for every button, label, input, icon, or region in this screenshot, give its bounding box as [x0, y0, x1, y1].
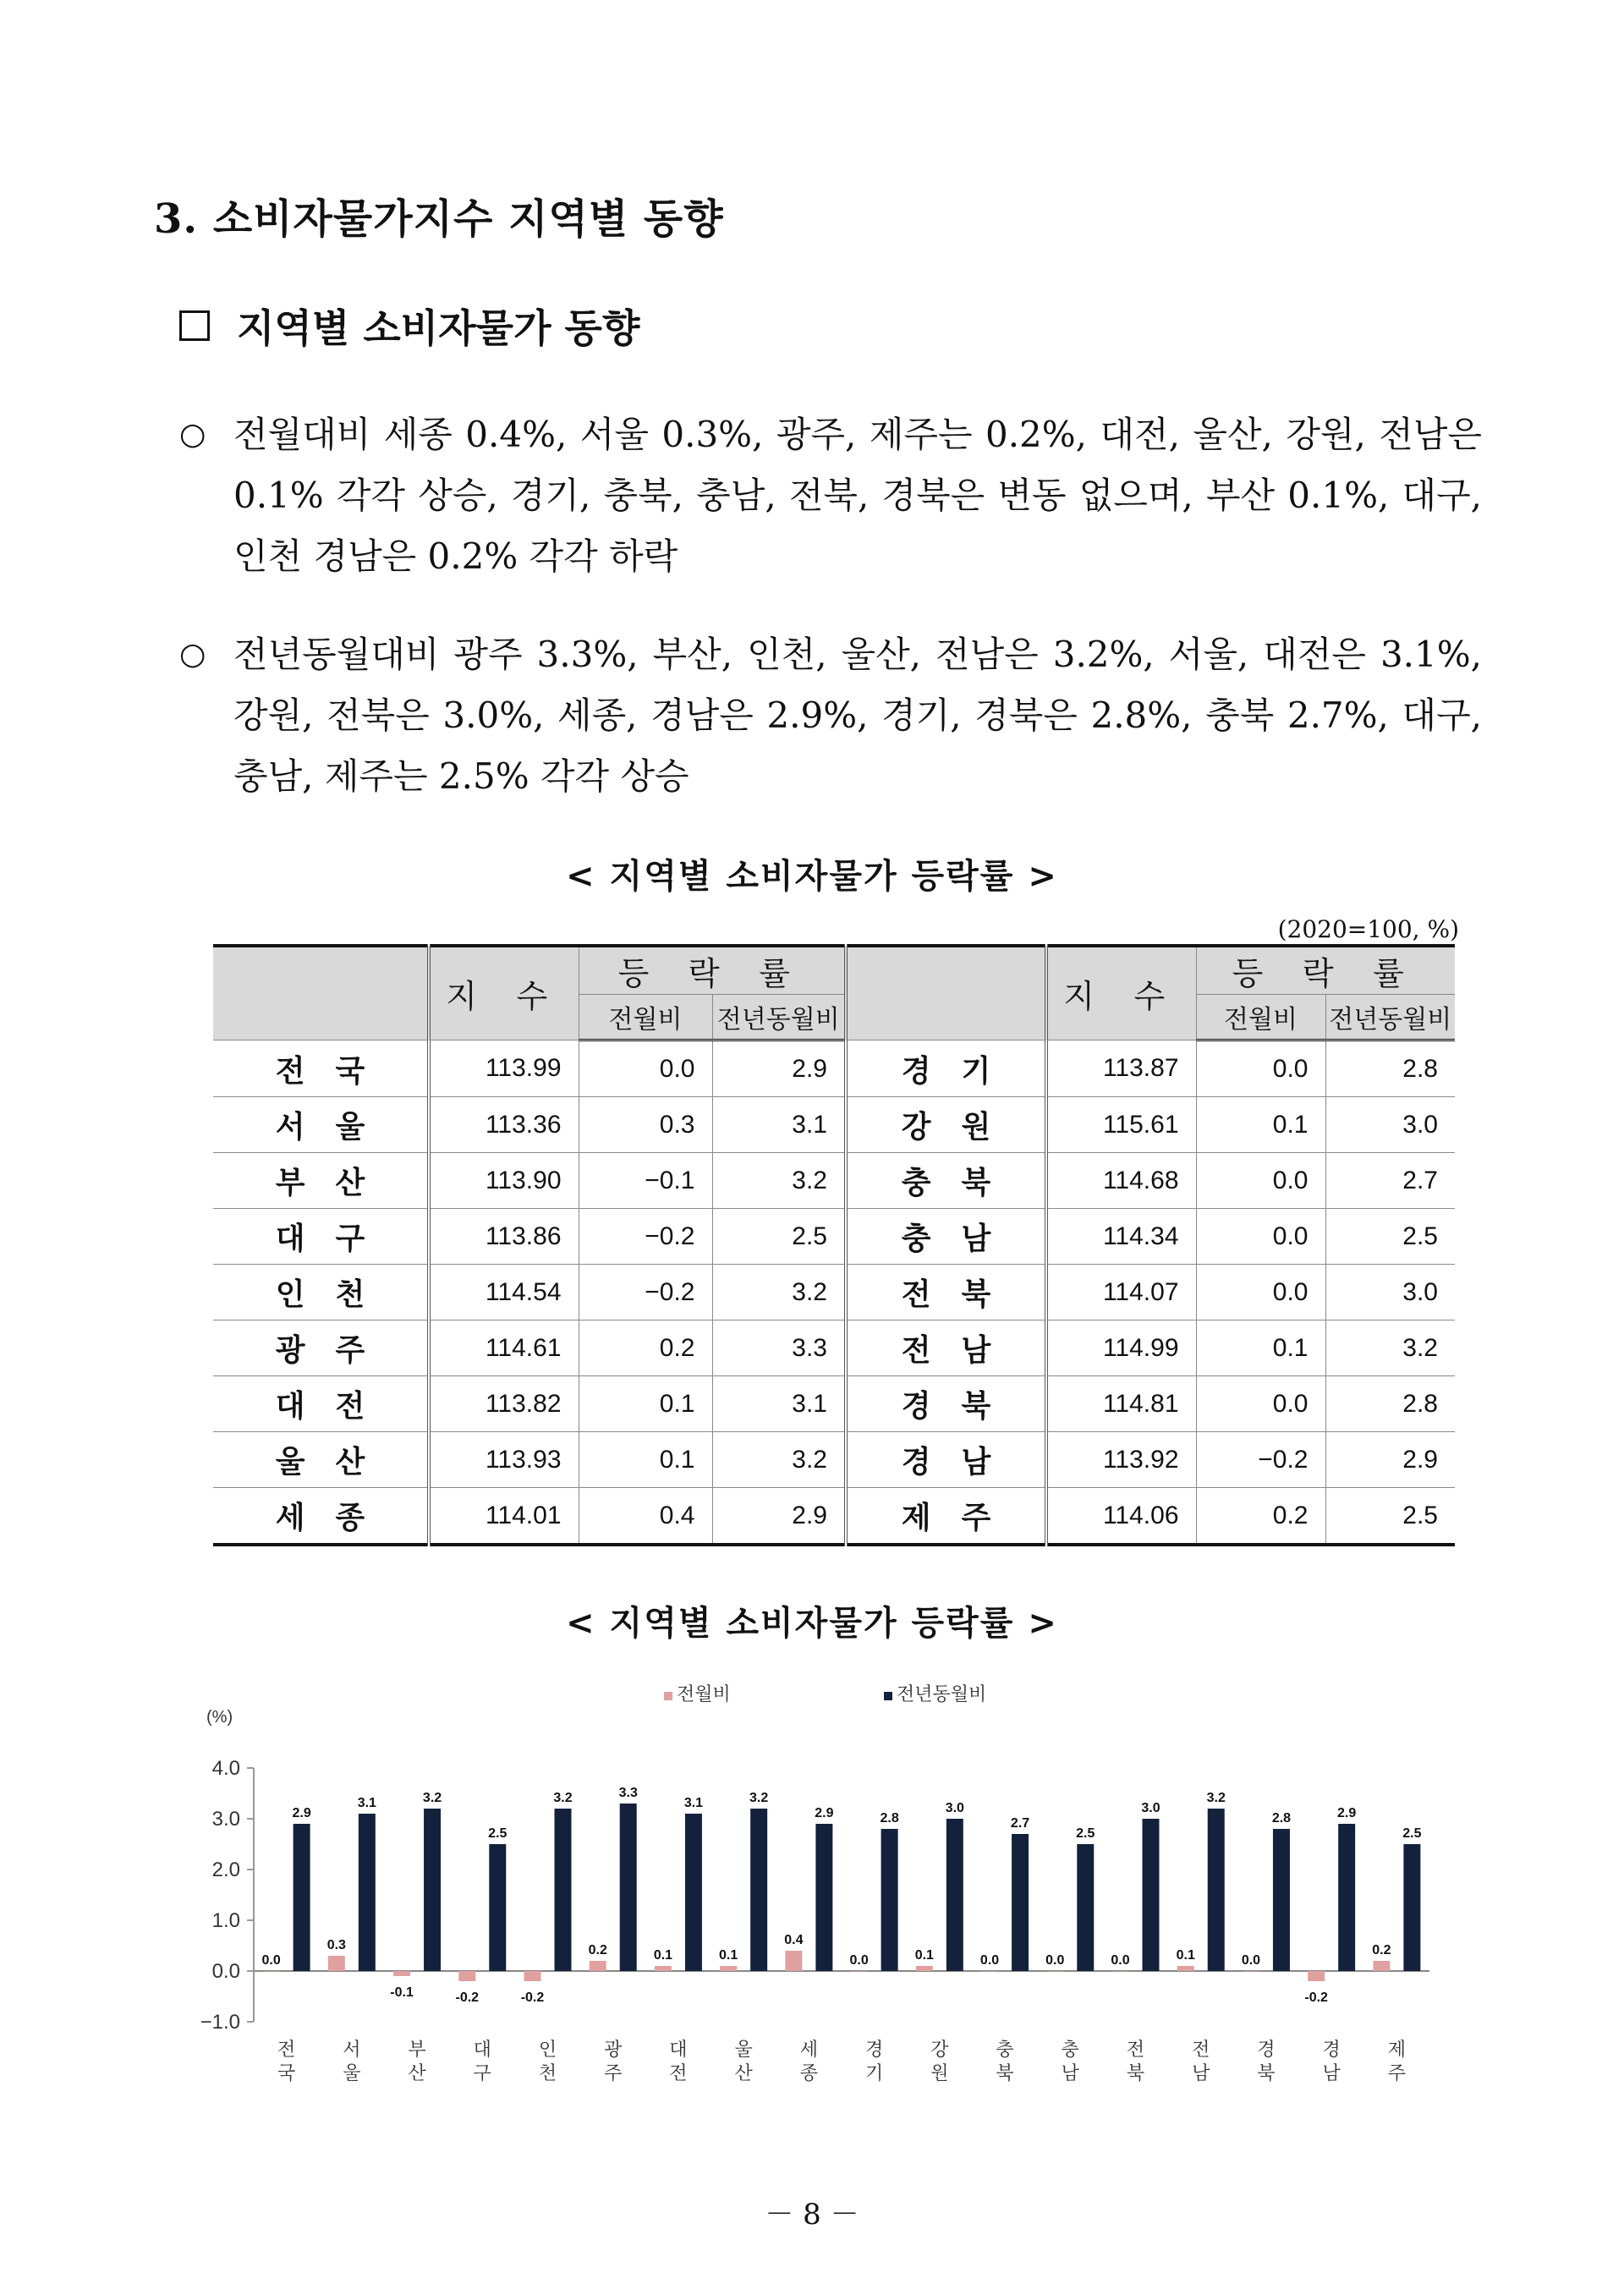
- cell-region: 광주: [213, 1320, 429, 1376]
- bullet-text: 전년동월대비 광주 3.3%, 부산, 인천, 울산, 전남은 3.2%, 서울, 대전은 3.1%, 강원, 전북은 3.0%, 세종, 경남은 2.9%, 경기, 경북은 2.8%, 충북 2.7%, 대구, 충남, 제주는 2.5% 각각 상승: [233, 634, 1482, 797]
- cell-index: 114.06: [1046, 1488, 1196, 1546]
- data-label: 0.1: [653, 1948, 673, 1963]
- page-number: － 8 －: [765, 2198, 859, 2232]
- cell-mom: 0.1: [579, 1432, 712, 1488]
- cell-region: 대전: [213, 1376, 429, 1432]
- table-header-mom: 전월비: [1196, 995, 1325, 1040]
- cell-mom: 0.0: [1196, 1265, 1325, 1320]
- data-label: 0.0: [1241, 1953, 1261, 1968]
- bar-yoy: [1208, 1809, 1225, 1971]
- table-row: [213, 1432, 1455, 1488]
- data-label: 3.0: [945, 1801, 964, 1815]
- chart-caption: < 지역별 소비자물가 등락률 >: [566, 1603, 1058, 1643]
- x-tick-label: 산: [734, 2063, 753, 2084]
- cell-mom: 0.0: [1196, 1153, 1325, 1209]
- data-label: 0.0: [849, 1953, 869, 1968]
- bar-mom: [785, 1951, 802, 1971]
- data-label: 2.5: [1076, 1826, 1095, 1841]
- bar-mom: [1308, 1971, 1325, 1981]
- data-label: 0.0: [261, 1953, 281, 1968]
- table-header-yoy: 전년동월비: [712, 995, 846, 1040]
- data-label: -0.2: [455, 1990, 480, 2005]
- cell-index: 113.92: [1046, 1432, 1196, 1488]
- legend-swatch: [664, 1692, 672, 1700]
- data-label: 0.0: [979, 1953, 1000, 1968]
- x-tick-label: 남: [1192, 2063, 1210, 2084]
- bar-mom: [981, 1971, 998, 1972]
- cell-region: 전남: [846, 1320, 1046, 1376]
- bar-mom: [458, 1971, 475, 1981]
- table-row: [213, 1265, 1455, 1320]
- bar-mom: [1243, 1971, 1259, 1972]
- cell-mom: 0.0: [1196, 1040, 1325, 1097]
- bar-yoy: [1273, 1829, 1290, 1971]
- table-header-empty: [846, 946, 1046, 1040]
- cell-region: 세종: [213, 1488, 429, 1546]
- data-label: -0.2: [520, 1990, 545, 2005]
- legend-label: 전년동월비: [897, 1684, 987, 1705]
- bar-mom: [916, 1966, 933, 1971]
- data-label: 0.1: [914, 1948, 934, 1963]
- x-tick-label: 원: [930, 2063, 949, 2084]
- bar-yoy: [685, 1814, 702, 1971]
- cell-yoy: 3.1: [712, 1376, 846, 1432]
- x-tick-label: 울: [343, 2063, 361, 2084]
- x-tick-label: 대: [473, 2040, 491, 2061]
- x-tick-label: 세: [799, 2040, 819, 2061]
- data-label: 2.9: [815, 1806, 834, 1820]
- cell-mom: −0.2: [579, 1209, 712, 1265]
- data-label: -0.1: [390, 1985, 414, 2000]
- cell-yoy: 3.3: [712, 1320, 846, 1376]
- cell-yoy: 2.9: [1325, 1432, 1455, 1488]
- cell-region: 제주: [846, 1488, 1046, 1546]
- cell-yoy: 2.8: [1325, 1376, 1455, 1432]
- data-label: 0.2: [588, 1943, 607, 1957]
- data-label: 3.1: [683, 1796, 704, 1810]
- circle-bullet-icon: ○: [179, 637, 206, 672]
- bullet-item: [179, 404, 1482, 587]
- cell-mom: 0.2: [579, 1320, 712, 1376]
- data-label: 0.3: [326, 1938, 346, 1952]
- data-label: 3.2: [749, 1791, 769, 1805]
- table-row: [213, 1040, 1455, 1097]
- bar-mom: [1046, 1971, 1063, 1972]
- table-row: [213, 1097, 1455, 1153]
- table-header-change: 등 락 률: [579, 946, 846, 995]
- cell-yoy: 2.5: [712, 1209, 846, 1265]
- table-header-index: 지 수: [429, 946, 579, 1040]
- circle-bullet-icon: ○: [179, 417, 206, 452]
- data-label: 3.2: [422, 1791, 442, 1805]
- cell-region: 대구: [213, 1209, 429, 1265]
- bar-mom: [393, 1971, 410, 1976]
- cell-mom: −0.1: [579, 1153, 712, 1209]
- cell-index: 113.82: [429, 1376, 579, 1432]
- table-row: [213, 1209, 1455, 1265]
- cell-region: 인천: [213, 1265, 429, 1320]
- bar-mom: [590, 1961, 606, 1971]
- cell-region: 경남: [846, 1432, 1046, 1488]
- x-tick-label: 경: [1322, 2040, 1341, 2061]
- cell-mom: 0.1: [1196, 1097, 1325, 1153]
- cell-region: 전북: [846, 1265, 1046, 1320]
- x-tick-label: 울: [734, 2040, 753, 2061]
- data-label: 3.1: [357, 1796, 376, 1810]
- cell-yoy: 2.9: [712, 1488, 846, 1546]
- y-axis-label: (%): [206, 1708, 233, 1727]
- table-header-empty: [213, 946, 429, 1040]
- cell-yoy: 3.2: [712, 1153, 846, 1209]
- cell-index: 113.90: [429, 1153, 579, 1209]
- table-header-mom: 전월비: [579, 995, 712, 1040]
- cell-index: 114.34: [1046, 1209, 1196, 1265]
- x-tick-label: 북: [1126, 2063, 1145, 2084]
- cell-index: 113.36: [429, 1097, 579, 1153]
- x-tick-label: 부: [408, 2040, 426, 2061]
- cell-yoy: 3.0: [1325, 1097, 1455, 1153]
- x-tick-label: 인: [538, 2040, 557, 2061]
- cell-region: 경기: [846, 1040, 1046, 1097]
- x-tick-label: 산: [408, 2063, 426, 2084]
- y-tick-label: 3.0: [211, 1808, 240, 1831]
- cell-yoy: 3.2: [1325, 1320, 1455, 1376]
- cell-index: 114.68: [1046, 1153, 1196, 1209]
- x-tick-label: 경: [1257, 2040, 1276, 2061]
- legend-swatch: [884, 1692, 892, 1700]
- cell-region: 전국: [213, 1040, 429, 1097]
- x-tick-label: 남: [1061, 2063, 1079, 2084]
- cell-region: 충남: [846, 1209, 1046, 1265]
- bar-mom: [1112, 1971, 1129, 1972]
- x-tick-label: 주: [1387, 2063, 1407, 2084]
- x-tick-label: 전: [1126, 2040, 1145, 2061]
- x-tick-label: 전: [669, 2063, 688, 2084]
- bar-yoy: [1077, 1844, 1094, 1971]
- cell-yoy: 3.0: [1325, 1265, 1455, 1320]
- checkbox-icon: [179, 310, 210, 341]
- cell-yoy: 2.9: [712, 1040, 846, 1097]
- table-row: [213, 1376, 1455, 1432]
- legend-label: 전월비: [677, 1684, 731, 1705]
- data-label: 3.0: [1141, 1801, 1160, 1815]
- bar-yoy: [620, 1804, 637, 1971]
- bar-mom: [1373, 1961, 1390, 1971]
- bar-yoy: [1012, 1834, 1029, 1971]
- x-tick-label: 충: [1061, 2040, 1079, 2061]
- y-tick-label: 0.0: [211, 1960, 240, 1983]
- data-label: 2.8: [880, 1811, 899, 1826]
- x-tick-label: 광: [604, 2040, 623, 2061]
- cell-yoy: 2.7: [1325, 1153, 1455, 1209]
- bar-yoy: [489, 1844, 506, 1971]
- cell-index: 114.61: [429, 1320, 579, 1376]
- bullet-item: [179, 624, 1482, 807]
- cell-mom: 0.3: [579, 1097, 712, 1153]
- table-header-change: 등 락 률: [1196, 946, 1455, 995]
- sub-title-text: 지역별 소비자물가 동향: [237, 305, 640, 351]
- data-label: 0.4: [784, 1933, 804, 1947]
- cell-mom: 0.0: [579, 1040, 712, 1097]
- bar-yoy: [881, 1829, 898, 1971]
- x-tick-label: 주: [604, 2063, 623, 2084]
- section-title: 3. 소비자물가지수 지역별 동향: [154, 195, 724, 243]
- cell-yoy: 2.8: [1325, 1040, 1455, 1097]
- x-tick-label: 국: [277, 2063, 296, 2084]
- data-label: 0.1: [719, 1948, 738, 1963]
- bar-yoy: [1143, 1819, 1160, 1971]
- cell-index: 114.99: [1046, 1320, 1196, 1376]
- x-tick-label: 전: [277, 2040, 296, 2061]
- cell-region: 충북: [846, 1153, 1046, 1209]
- table-unit: (2020=100, %): [1277, 915, 1459, 943]
- x-tick-label: 전: [1192, 2040, 1210, 2061]
- cell-region: 경북: [846, 1376, 1046, 1432]
- y-tick-label: 4.0: [211, 1757, 240, 1780]
- bar-mom: [851, 1971, 868, 1972]
- table-caption: < 지역별 소비자물가 등락률 >: [566, 856, 1058, 896]
- cell-index: 113.87: [1046, 1040, 1196, 1097]
- data-label: 3.2: [1206, 1791, 1226, 1805]
- cell-yoy: 2.5: [1325, 1209, 1455, 1265]
- cell-mom: 0.0: [1196, 1209, 1325, 1265]
- cell-yoy: 2.5: [1325, 1488, 1455, 1546]
- table-header-index: 지 수: [1046, 946, 1196, 1040]
- x-tick-label: 제: [1387, 2040, 1407, 2061]
- x-tick-label: 종: [799, 2063, 819, 2084]
- y-tick-label: 1.0: [211, 1909, 240, 1932]
- x-tick-label: 북: [996, 2063, 1014, 2084]
- bar-yoy: [750, 1809, 767, 1971]
- x-tick-label: 남: [1322, 2063, 1341, 2084]
- bar-yoy: [424, 1809, 441, 1971]
- bar-yoy: [294, 1824, 310, 1971]
- table-header-yoy: 전년동월비: [1325, 995, 1455, 1040]
- cell-index: 113.99: [429, 1040, 579, 1097]
- data-label: -0.2: [1304, 1990, 1328, 2005]
- data-label: 0.0: [1111, 1953, 1130, 1968]
- bar-yoy: [1403, 1844, 1420, 1971]
- x-tick-label: 경: [864, 2040, 884, 2061]
- bar-mom: [328, 1956, 345, 1971]
- x-tick-label: 서: [343, 2040, 361, 2061]
- data-label: 0.1: [1176, 1948, 1195, 1963]
- bar-mom: [524, 1971, 541, 1981]
- chart-svg: [169, 1666, 1455, 2089]
- data-label: 2.9: [292, 1806, 311, 1820]
- x-tick-label: 천: [538, 2063, 557, 2084]
- cell-mom: 0.2: [1196, 1488, 1325, 1546]
- cell-index: 114.81: [1046, 1376, 1196, 1432]
- data-label: 0.0: [1045, 1953, 1065, 1968]
- sub-title: [179, 298, 639, 354]
- data-label: 2.8: [1271, 1811, 1292, 1826]
- bar-mom: [720, 1966, 737, 1971]
- bar-yoy: [555, 1809, 572, 1971]
- cell-mom: −0.2: [1196, 1432, 1325, 1488]
- table-row: [213, 1488, 1455, 1546]
- x-tick-label: 구: [473, 2063, 491, 2084]
- cell-index: 113.93: [429, 1432, 579, 1488]
- bullet-text: 전월대비 세종 0.4%, 서울 0.3%, 광주, 제주는 0.2%, 대전, 울산, 강원, 전남은 0.1% 각각 상승, 경기, 충북, 충남, 전북, 경북은 변동 없으며, 부산 0.1%, 대구, 인천 경남은 0.2% 각각 하락: [233, 414, 1482, 577]
- y-tick-label: 2.0: [211, 1859, 240, 1881]
- cell-index: 114.54: [429, 1265, 579, 1320]
- regional-cpi-table: [213, 944, 1455, 1546]
- x-tick-label: 강: [930, 2040, 949, 2061]
- cell-index: 113.86: [429, 1209, 579, 1265]
- cell-region: 서울: [213, 1097, 429, 1153]
- bar-yoy: [815, 1824, 832, 1971]
- bar-yoy: [359, 1814, 376, 1971]
- cell-region: 강원: [846, 1097, 1046, 1153]
- cell-mom: 0.1: [1196, 1320, 1325, 1376]
- cell-index: 114.07: [1046, 1265, 1196, 1320]
- bar-yoy: [1338, 1824, 1355, 1971]
- cell-region: 부산: [213, 1153, 429, 1209]
- regional-cpi-chart: [169, 1666, 1455, 2089]
- data-label: 2.9: [1337, 1806, 1357, 1820]
- data-label: 2.5: [1402, 1826, 1422, 1841]
- data-label: 3.3: [618, 1786, 638, 1800]
- x-tick-label: 기: [864, 2063, 884, 2084]
- cell-index: 114.01: [429, 1488, 579, 1546]
- cell-yoy: 3.2: [712, 1265, 846, 1320]
- x-tick-label: 충: [996, 2040, 1014, 2061]
- x-tick-label: 북: [1257, 2063, 1276, 2084]
- cell-yoy: 3.2: [712, 1432, 846, 1488]
- bar-mom: [263, 1971, 280, 1972]
- cell-mom: 0.0: [1196, 1376, 1325, 1432]
- data-label: 2.5: [488, 1826, 508, 1841]
- cell-mom: 0.4: [579, 1488, 712, 1546]
- bar-mom: [655, 1966, 672, 1971]
- y-tick-label: −1.0: [200, 2011, 240, 2034]
- data-label: 2.7: [1010, 1816, 1030, 1831]
- bar-mom: [1177, 1966, 1194, 1971]
- cell-yoy: 3.1: [712, 1097, 846, 1153]
- table-row: [213, 1153, 1455, 1209]
- bar-yoy: [946, 1819, 963, 1971]
- table-row: [213, 1320, 1455, 1376]
- cell-region: 울산: [213, 1432, 429, 1488]
- cell-index: 115.61: [1046, 1097, 1196, 1153]
- data-label: 0.2: [1372, 1943, 1391, 1957]
- cell-mom: −0.2: [579, 1265, 712, 1320]
- data-label: 3.2: [553, 1791, 573, 1805]
- cell-mom: 0.1: [579, 1376, 712, 1432]
- x-tick-label: 대: [669, 2040, 688, 2061]
